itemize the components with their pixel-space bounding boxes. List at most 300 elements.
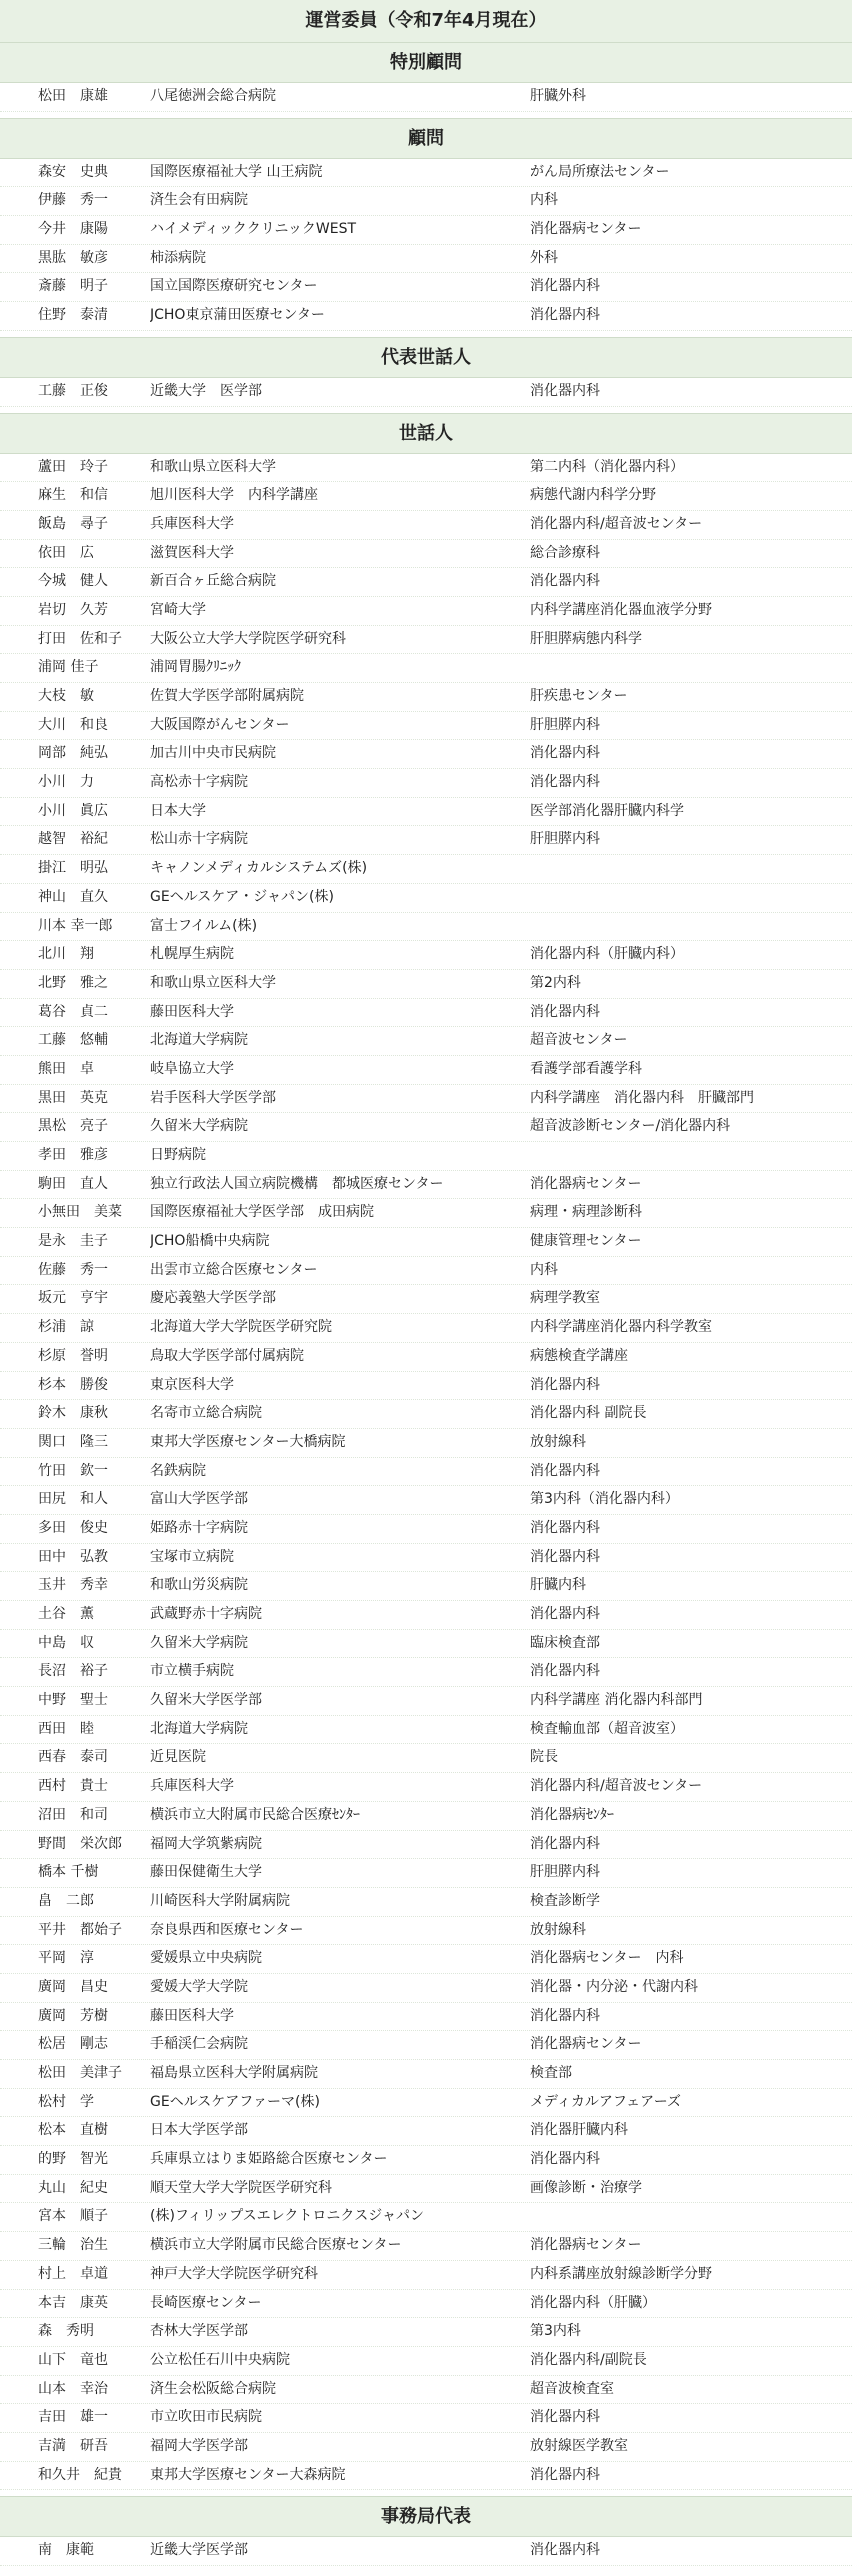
member-department: 外科 xyxy=(530,249,558,266)
member-name: 長沼 裕子 xyxy=(38,1663,108,1680)
member-row xyxy=(0,1314,852,1343)
member-name: 土谷 薫 xyxy=(38,1606,94,1622)
member-name: 斎藤 明子 xyxy=(38,278,108,295)
member-row xyxy=(0,1802,852,1831)
member-affiliation: 加古川中央市民病院 xyxy=(150,745,276,762)
member-row xyxy=(0,1171,852,1200)
member-row xyxy=(0,1486,852,1515)
member-name: 畠 二郎 xyxy=(38,1892,94,1909)
member-row xyxy=(0,1515,852,1544)
member-affiliation: JCHO船橋中央病院 xyxy=(150,1233,270,1250)
member-row xyxy=(0,1630,852,1659)
member-department: 病態検査学講座 xyxy=(530,1347,628,1364)
member-row xyxy=(0,1544,852,1573)
member-name: 松本 直樹 xyxy=(38,2122,108,2139)
member-name: 岡部 純弘 xyxy=(38,745,108,762)
member-department: 第2内科 xyxy=(530,974,581,991)
member-row xyxy=(0,1831,852,1860)
member-affiliation: 久留米大学医学部 xyxy=(150,1692,262,1709)
member-affiliation: 滋賀医科大学 xyxy=(150,544,234,561)
member-department: 消化器内科 xyxy=(530,1663,600,1680)
member-affiliation: 名寄市立総合病院 xyxy=(150,1405,262,1422)
member-department: 内科 xyxy=(530,192,558,209)
member-row xyxy=(0,626,852,655)
member-name: 大川 和良 xyxy=(38,716,108,733)
member-affiliation: 市立横手病院 xyxy=(150,1663,234,1680)
member-affiliation: 宝塚市立病院 xyxy=(150,1548,234,1565)
member-affiliation: 大阪国際がんセンター xyxy=(150,716,290,733)
section-heading: 代表世話人 xyxy=(0,337,852,378)
section-heading: 世話人 xyxy=(0,413,852,454)
page-title: 運営委員（令和7年4月現在） xyxy=(0,0,852,43)
member-row xyxy=(0,2261,852,2290)
member-department: 消化器病センター xyxy=(530,1175,642,1192)
member-department: 放射線科 xyxy=(530,1433,586,1450)
member-name: 平井 都始子 xyxy=(38,1921,122,1938)
member-department: 肝臓外科 xyxy=(530,88,586,104)
member-row xyxy=(0,1601,852,1630)
member-name: 田尻 和人 xyxy=(38,1491,108,1508)
member-row xyxy=(0,1027,852,1056)
member-department: 消化器病センター xyxy=(530,2036,642,2053)
member-affiliation: キャノンメディカルシステムズ(株) xyxy=(150,860,368,877)
member-row xyxy=(0,1199,852,1228)
member-affiliation: 和歌山県立医科大学 xyxy=(150,458,276,475)
member-department: 肝疾患センター xyxy=(530,688,628,704)
member-name: 森 秀明 xyxy=(38,2323,94,2340)
member-row xyxy=(0,1658,852,1687)
member-name: 今城 健人 xyxy=(38,573,108,590)
member-row xyxy=(0,2031,852,2060)
member-department: 消化器内科/超音波センター xyxy=(530,1778,703,1795)
member-name: 中島 収 xyxy=(38,1634,94,1651)
member-department: 健康管理センター xyxy=(530,1233,642,1250)
member-affiliation: 長崎医療センター xyxy=(150,2294,262,2311)
member-affiliation: 兵庫医科大学 xyxy=(150,1778,234,1795)
member-department: 超音波センター xyxy=(530,1032,628,1049)
member-name: 西田 睦 xyxy=(38,1720,94,1737)
member-row xyxy=(0,2146,852,2175)
member-department: 第3内科（消化器内科） xyxy=(530,1491,679,1508)
member-affiliation: 姫路赤十字病院 xyxy=(150,1519,248,1536)
member-name: 川本 幸一郎 xyxy=(38,917,113,934)
member-department: 消化器内科 xyxy=(530,573,600,590)
member-affiliation: 柿添病院 xyxy=(150,249,206,266)
member-name: 松居 剛志 xyxy=(38,2036,108,2053)
member-name: 大枝 敏 xyxy=(38,688,94,704)
member-row xyxy=(0,1228,852,1257)
member-row xyxy=(0,2404,852,2433)
member-name: 孝田 雅彦 xyxy=(38,1147,108,1163)
member-department: 肝胆膵内科 xyxy=(530,716,600,733)
member-affiliation: 福岡大学筑紫病院 xyxy=(150,1835,262,1852)
member-affiliation: 富士フイルム(株) xyxy=(150,917,258,934)
member-row xyxy=(0,2290,852,2319)
member-affiliation: 愛媛大学大学院 xyxy=(150,1978,248,1995)
member-name: 小川 力 xyxy=(38,774,94,791)
member-department: 消化器内科 xyxy=(530,1376,600,1393)
member-department: 消化器病センター xyxy=(530,2237,642,2254)
member-row xyxy=(0,511,852,540)
member-affiliation: (株)フィリップスエレクトロニクスジャパン xyxy=(150,2208,424,2225)
member-name: 工藤 正俊 xyxy=(38,382,108,399)
member-name: 小川 眞広 xyxy=(38,802,108,819)
member-affiliation: GEヘルスケアファーマ(株) xyxy=(150,2093,320,2110)
member-affiliation: 国際医療福祉大学医学部 成田病院 xyxy=(150,1204,374,1221)
member-department: 消化器内科 xyxy=(530,745,600,762)
member-name: 佐藤 秀一 xyxy=(38,1261,108,1278)
member-affiliation: 藤田医科大学 xyxy=(150,2007,234,2024)
member-affiliation: 久留米大学病院 xyxy=(150,1634,248,1651)
member-row xyxy=(0,378,852,407)
member-affiliation: 国際医療福祉大学 山王病院 xyxy=(150,163,323,180)
member-name: 杉浦 諒 xyxy=(38,1319,94,1336)
member-name: 森安 史典 xyxy=(38,163,108,180)
member-row xyxy=(0,740,852,769)
member-department: 看護学部看護学科 xyxy=(530,1060,642,1077)
member-row xyxy=(0,798,852,827)
member-affiliation: 和歌山労災病院 xyxy=(150,1577,248,1594)
member-affiliation: 日本大学医学部 xyxy=(150,2122,248,2139)
member-name: 村上 卓道 xyxy=(38,2265,108,2282)
member-department: 内科学講座 消化器内科部門 xyxy=(530,1692,703,1709)
member-affiliation: 出雲市立総合医療センター xyxy=(150,1261,318,1278)
member-name: 掛江 明弘 xyxy=(38,860,108,877)
member-name: 竹田 欽一 xyxy=(38,1462,108,1479)
member-department: 消化器内科（肝臓） xyxy=(530,2294,656,2311)
member-department: 消化器内科 xyxy=(530,1003,600,1020)
member-name: 廣岡 芳樹 xyxy=(38,2007,108,2024)
member-name: 住野 泰清 xyxy=(38,307,108,324)
member-name: 西村 貴士 xyxy=(38,1778,108,1795)
member-department: 第3内科 xyxy=(530,2323,581,2340)
member-affiliation: 東邦大学医療センター大森病院 xyxy=(150,2466,346,2483)
member-row xyxy=(0,2537,852,2566)
member-row xyxy=(0,1429,852,1458)
member-department: 消化器内科 xyxy=(530,1606,600,1622)
member-affiliation: 済生会有田病院 xyxy=(150,192,248,209)
member-name: 多田 俊史 xyxy=(38,1519,108,1536)
section-heading: 事務局代表 xyxy=(0,2496,852,2537)
member-row xyxy=(0,1917,852,1946)
member-department: 肝胆膵内科 xyxy=(530,831,600,848)
member-name: 中野 聖士 xyxy=(38,1692,108,1709)
member-row xyxy=(0,1744,852,1773)
member-row xyxy=(0,1372,852,1401)
member-name: 玉井 秀幸 xyxy=(38,1577,108,1594)
member-row xyxy=(0,2433,852,2462)
member-row xyxy=(0,540,852,569)
member-affiliation: 公立松任石川中央病院 xyxy=(150,2351,290,2368)
member-name: 駒田 直人 xyxy=(38,1175,108,1192)
member-row xyxy=(0,2376,852,2405)
member-affiliation: 東邦大学医療センター大橋病院 xyxy=(150,1433,346,1450)
member-department: 消化器内科 xyxy=(530,2466,600,2483)
member-row xyxy=(0,970,852,999)
member-affiliation: JCHO東京蒲田医療センター xyxy=(150,307,325,324)
member-row xyxy=(0,999,852,1028)
member-affiliation: 宮崎大学 xyxy=(150,601,206,618)
member-department: 消化器内科 xyxy=(530,2542,600,2559)
member-affiliation: 杏林大学医学部 xyxy=(150,2323,248,2340)
member-department: 消化器内科 xyxy=(530,774,600,791)
member-affiliation: 武蔵野赤十字病院 xyxy=(150,1606,262,1622)
member-department: 消化器内科 xyxy=(530,1462,600,1479)
member-affiliation: 市立吹田市民病院 xyxy=(150,2409,262,2426)
member-row xyxy=(0,1343,852,1372)
member-name: 吉田 雄一 xyxy=(38,2409,108,2426)
member-name: 和久井 紀貴 xyxy=(38,2466,122,2483)
member-department: 消化器内科（肝臓内科） xyxy=(530,946,684,963)
member-row xyxy=(0,2175,852,2204)
member-department: 消化器病ｾﾝﾀｰ xyxy=(530,1806,614,1823)
member-affiliation: 横浜市立大附属市民総合医療ｾﾝﾀｰ xyxy=(150,1806,360,1823)
member-name: 野間 栄次郎 xyxy=(38,1835,122,1852)
member-department: 超音波診断センター/消化器内科 xyxy=(530,1118,731,1135)
member-name: 山下 竜也 xyxy=(38,2351,108,2368)
member-affiliation: 手稲渓仁会病院 xyxy=(150,2036,248,2053)
member-affiliation: 八尾徳洲会総合病院 xyxy=(150,88,276,104)
member-name: 黒松 亮子 xyxy=(38,1118,108,1135)
member-name: 鈴木 康秋 xyxy=(38,1405,108,1422)
member-name: 丸山 紀史 xyxy=(38,2179,108,2196)
member-name: 吉満 研吾 xyxy=(38,2437,108,2454)
member-department: 病態代謝内科学分野 xyxy=(530,487,656,504)
member-row xyxy=(0,2347,852,2376)
member-department: 消化器内科 xyxy=(530,1835,600,1852)
member-department: 放射線科 xyxy=(530,1921,586,1938)
member-row xyxy=(0,273,852,302)
member-affiliation: 旭川医科大学 内科学講座 xyxy=(150,487,318,504)
member-affiliation: 富山大学医学部 xyxy=(150,1491,248,1508)
member-department: 病理学教室 xyxy=(530,1290,600,1307)
member-row xyxy=(0,2232,852,2261)
member-row xyxy=(0,1687,852,1716)
member-row xyxy=(0,941,852,970)
member-name: 北野 雅之 xyxy=(38,974,108,991)
member-affiliation: 北海道大学病院 xyxy=(150,1720,248,1737)
member-department: 消化器・内分泌・代謝内科 xyxy=(530,1978,698,1995)
member-name: 今井 康陽 xyxy=(38,221,108,238)
member-affiliation: 川崎医科大学附属病院 xyxy=(150,1892,290,1909)
member-row xyxy=(0,1572,852,1601)
member-department: 臨床検査部 xyxy=(530,1634,600,1651)
member-name: 北川 翔 xyxy=(38,946,94,963)
member-department: 内科 xyxy=(530,1261,558,1278)
member-row xyxy=(0,2003,852,2032)
member-affiliation: 福岡大学医学部 xyxy=(150,2437,248,2454)
section-heading: 特別顧問 xyxy=(0,43,852,83)
member-name: 平岡 淳 xyxy=(38,1950,94,1967)
member-row xyxy=(0,1859,852,1888)
member-name: 西春 泰司 xyxy=(38,1749,108,1766)
member-affiliation: 兵庫医科大学 xyxy=(150,515,234,532)
member-affiliation: 横浜市立大学附属市民総合医療センター xyxy=(150,2237,402,2254)
member-affiliation: 浦岡胃腸ｸﾘﾆｯｸ xyxy=(150,659,241,676)
member-name: 伊藤 秀一 xyxy=(38,192,108,209)
member-affiliation: 岐阜協立大学 xyxy=(150,1060,234,1077)
member-row xyxy=(0,482,852,511)
member-department: 消化器内科 xyxy=(530,2409,600,2426)
member-department: 消化器内科 xyxy=(530,2007,600,2024)
member-name: 越智 裕紀 xyxy=(38,831,108,848)
member-row xyxy=(0,597,852,626)
member-affiliation: 岩手医科大学医学部 xyxy=(150,1089,276,1106)
member-row xyxy=(0,1056,852,1085)
member-affiliation: 北海道大学大学院医学研究院 xyxy=(150,1319,332,1336)
member-name: 三輪 治生 xyxy=(38,2237,108,2254)
member-department: 内科学講座 消化器内科 肝臓部門 xyxy=(530,1089,754,1106)
member-name: 麻生 和信 xyxy=(38,487,108,504)
member-affiliation: 慶応義塾大学医学部 xyxy=(150,1290,276,1307)
member-row xyxy=(0,855,852,884)
member-name: 松田 康雄 xyxy=(38,88,108,104)
member-row xyxy=(0,568,852,597)
member-name: 打田 佐和子 xyxy=(38,630,122,647)
member-affiliation: ハイメディッククリニックWEST xyxy=(150,221,357,238)
member-department: 消化器病センター xyxy=(530,221,642,238)
member-department: 内科系講座放射線診断学分野 xyxy=(530,2265,712,2282)
member-department: 内科学講座消化器血液学分野 xyxy=(530,601,712,618)
member-department: 消化器内科 xyxy=(530,1548,600,1565)
member-department: 消化器内科 xyxy=(530,382,600,399)
member-department: 消化器内科/超音波センター xyxy=(530,515,703,532)
member-name: 岩切 久芳 xyxy=(38,601,108,618)
member-department: 超音波検査室 xyxy=(530,2380,614,2397)
member-row xyxy=(0,1945,852,1974)
member-name: 依田 広 xyxy=(38,544,94,561)
member-affiliation: 近畿大学 医学部 xyxy=(150,382,262,399)
member-name: 是永 圭子 xyxy=(38,1233,108,1250)
member-department: 肝胆膵病態内科学 xyxy=(530,630,642,647)
member-department: 医学部消化器肝臓内科学 xyxy=(530,802,684,819)
member-name: 蘆田 玲子 xyxy=(38,458,108,475)
member-row xyxy=(0,1257,852,1286)
member-row xyxy=(0,826,852,855)
member-affiliation: 独立行政法人国立病院機構 都城医療センター xyxy=(150,1175,444,1192)
member-affiliation: 神戸大学大学院医学研究科 xyxy=(150,2265,318,2282)
member-affiliation: 佐賀大学医学部附属病院 xyxy=(150,688,304,704)
member-department: 院長 xyxy=(530,1749,558,1766)
member-department: 画像診断・治療学 xyxy=(530,2179,642,2196)
member-row xyxy=(0,2318,852,2347)
member-row xyxy=(0,83,852,112)
member-department: 第二内科（消化器内科） xyxy=(530,458,684,475)
member-department: 消化器病センター 内科 xyxy=(530,1950,684,1967)
member-row xyxy=(0,884,852,913)
member-department: 消化器肝臓内科 xyxy=(530,2122,628,2139)
member-affiliation: 高松赤十字病院 xyxy=(150,774,248,791)
member-affiliation: 北海道大学病院 xyxy=(150,1032,248,1049)
member-row xyxy=(0,1888,852,1917)
member-affiliation: 順天堂大学大学院医学研究科 xyxy=(150,2179,332,2196)
member-row xyxy=(0,1974,852,2003)
member-affiliation: 藤田保健衛生大学 xyxy=(150,1864,262,1881)
member-name: 黒田 英克 xyxy=(38,1089,108,1106)
member-department: 消化器内科 xyxy=(530,1519,600,1536)
member-row xyxy=(0,654,852,683)
member-affiliation: 東京医科大学 xyxy=(150,1376,234,1393)
member-department: がん局所療法センター xyxy=(530,163,670,180)
member-name: 宮本 順子 xyxy=(38,2208,108,2225)
member-department: 消化器内科 xyxy=(530,2151,600,2168)
member-row xyxy=(0,2089,852,2118)
member-name: 杉本 勝俊 xyxy=(38,1376,108,1393)
member-affiliation: 日野病院 xyxy=(150,1147,206,1163)
member-affiliation: 愛媛県立中央病院 xyxy=(150,1950,262,1967)
member-row xyxy=(0,216,852,245)
member-affiliation: 新百合ヶ丘総合病院 xyxy=(150,573,276,590)
member-name: 橋本 千樹 xyxy=(38,1864,99,1881)
member-department: 検査診断学 xyxy=(530,1892,600,1909)
member-name: 黒肱 敏彦 xyxy=(38,249,108,266)
member-department: 放射線医学教室 xyxy=(530,2437,628,2454)
member-row xyxy=(0,1113,852,1142)
member-row xyxy=(0,1773,852,1802)
member-name: 本吉 康英 xyxy=(38,2294,108,2311)
member-department: 内科学講座消化器内科学教室 xyxy=(530,1319,712,1336)
member-affiliation: 福島県立医科大学附属病院 xyxy=(150,2065,318,2081)
member-row xyxy=(0,1285,852,1314)
member-name: 熊田 卓 xyxy=(38,1060,94,1077)
member-name: 関口 隆三 xyxy=(38,1433,108,1450)
member-row xyxy=(0,2203,852,2232)
member-row xyxy=(0,1716,852,1745)
member-row xyxy=(0,769,852,798)
member-name: 飯島 尋子 xyxy=(38,515,108,532)
member-department: 消化器内科/副院長 xyxy=(530,2351,647,2368)
member-affiliation: 鳥取大学医学部付属病院 xyxy=(150,1347,304,1364)
member-row xyxy=(0,454,852,483)
member-row xyxy=(0,1142,852,1171)
member-affiliation: GEヘルスケア・ジャパン(株) xyxy=(150,888,334,905)
committee-sections xyxy=(0,43,852,2566)
member-department: メディカルアフェアーズ xyxy=(530,2093,682,2110)
member-affiliation: 札幌厚生病院 xyxy=(150,946,234,963)
member-row xyxy=(0,2117,852,2146)
member-row xyxy=(0,1458,852,1487)
member-department: 肝胆膵内科 xyxy=(530,1864,600,1881)
member-name: 杉原 誉明 xyxy=(38,1347,108,1364)
member-row xyxy=(0,245,852,274)
member-department: 消化器内科 xyxy=(530,307,600,324)
member-name: 浦岡 佳子 xyxy=(38,659,99,676)
member-row xyxy=(0,2060,852,2089)
member-row xyxy=(0,187,852,216)
member-name: 山本 幸治 xyxy=(38,2380,108,2397)
member-department: 病理・病理診断科 xyxy=(530,1204,642,1221)
member-affiliation: 久留米大学病院 xyxy=(150,1118,248,1135)
member-row xyxy=(0,1400,852,1429)
member-affiliation: 大阪公立大学大学院医学研究科 xyxy=(150,630,346,647)
member-name: 的野 智光 xyxy=(38,2151,108,2168)
member-department: 消化器内科 副院長 xyxy=(530,1405,647,1422)
member-name: 廣岡 昌史 xyxy=(38,1978,108,1995)
member-affiliation: 和歌山県立医科大学 xyxy=(150,974,276,991)
member-affiliation: 名鉄病院 xyxy=(150,1462,206,1479)
member-name: 沼田 和司 xyxy=(38,1806,108,1823)
member-affiliation: 兵庫県立はりま姫路総合医療センター xyxy=(150,2151,388,2168)
member-affiliation: 近見医院 xyxy=(150,1749,206,1766)
member-row xyxy=(0,1085,852,1114)
member-affiliation: 近畿大学医学部 xyxy=(150,2542,248,2559)
member-department: 総合診療科 xyxy=(530,544,600,561)
member-department: 肝臓内科 xyxy=(530,1577,586,1594)
member-name: 松村 学 xyxy=(38,2093,94,2110)
member-name: 神山 直久 xyxy=(38,888,108,905)
member-name: 南 康範 xyxy=(38,2542,94,2559)
section-heading: 顧問 xyxy=(0,118,852,159)
